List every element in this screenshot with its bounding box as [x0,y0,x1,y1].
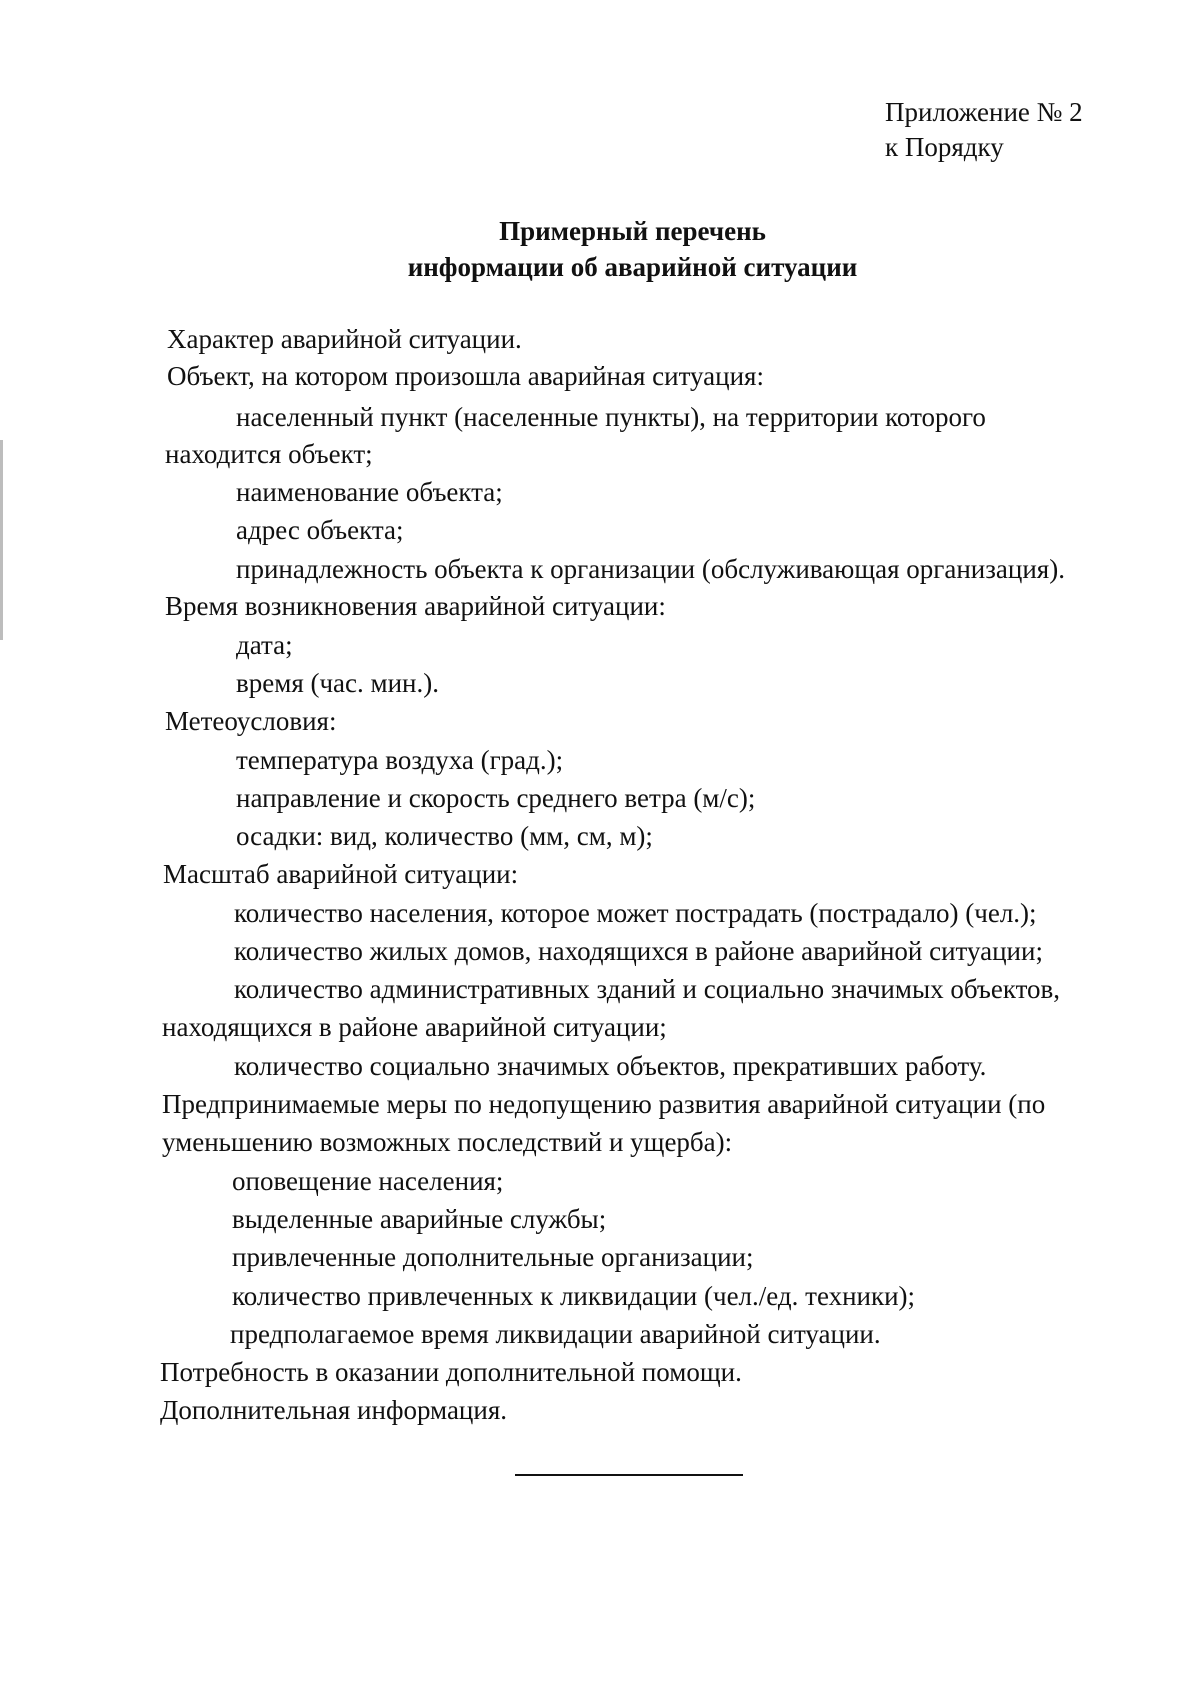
list-item: направление и скорость среднего ветра (м/с); [236,783,756,813]
list-item-continuation: находящихся в районе аварийной ситуации; [162,1012,667,1042]
list-item: время (час. мин.). [236,668,440,698]
list-item: выделенные аварийные службы; [232,1204,607,1234]
scan-edge-artifact [0,440,3,640]
list-item: наименование объекта; [236,477,503,507]
appendix-reference [885,95,1083,165]
list-item: осадки: вид, количество (мм, см, м); [236,821,653,851]
list-item: дата; [236,630,293,660]
list-item: количество социально значимых объектов, прекративших работу. [234,1051,987,1081]
section-measures-continuation: уменьшению возможных последствий и ущерба): [162,1127,733,1157]
section-measures: Предпринимаемые меры по недопущению развития аварийной ситуации (по [162,1089,1046,1119]
title-line-2: информации об аварийной ситуации [407,252,858,282]
list-item: населенный пункт (населенные пункты), на территории которого [236,402,986,432]
list-item: количество административных зданий и социально значимых объектов, [234,974,1061,1004]
section-character: Характер аварийной ситуации. [167,324,522,354]
section-time: Время возникновения аварийной ситуации: [165,591,666,621]
section-weather: Метеоусловия: [165,706,337,736]
list-item: количество жилых домов, находящихся в районе аварийной ситуации; [234,936,1043,966]
appendix-target: к Порядку [885,132,1004,162]
list-item: температура воздуха (град.); [236,745,564,775]
section-object: Объект, на котором произошла аварийная ситуация: [167,361,764,391]
list-item: предполагаемое время ликвидации аварийной ситуации. [230,1319,881,1349]
list-item-continuation: находится объект; [165,439,373,469]
section-additional-info: Дополнительная информация. [160,1395,507,1425]
section-additional-help: Потребность в оказании дополнительной помощи. [160,1357,742,1387]
list-item: принадлежность объекта к организации (обслуживающая организация). [236,554,1065,584]
end-separator-line [515,1474,743,1476]
list-item: оповещение населения; [232,1166,504,1196]
list-item: количество населения, которое может пострадать (пострадало) (чел.); [234,898,1037,928]
list-item: привлеченные дополнительные организации; [232,1242,754,1272]
document-title [0,213,1200,285]
list-item: адрес объекта; [236,515,404,545]
list-item: количество привлеченных к ликвидации (чел./ед. техники); [232,1281,916,1311]
appendix-number: Приложение № 2 [885,97,1083,127]
section-scale: Масштаб аварийной ситуации: [163,859,519,889]
title-line-1: Примерный перечень [499,216,766,246]
